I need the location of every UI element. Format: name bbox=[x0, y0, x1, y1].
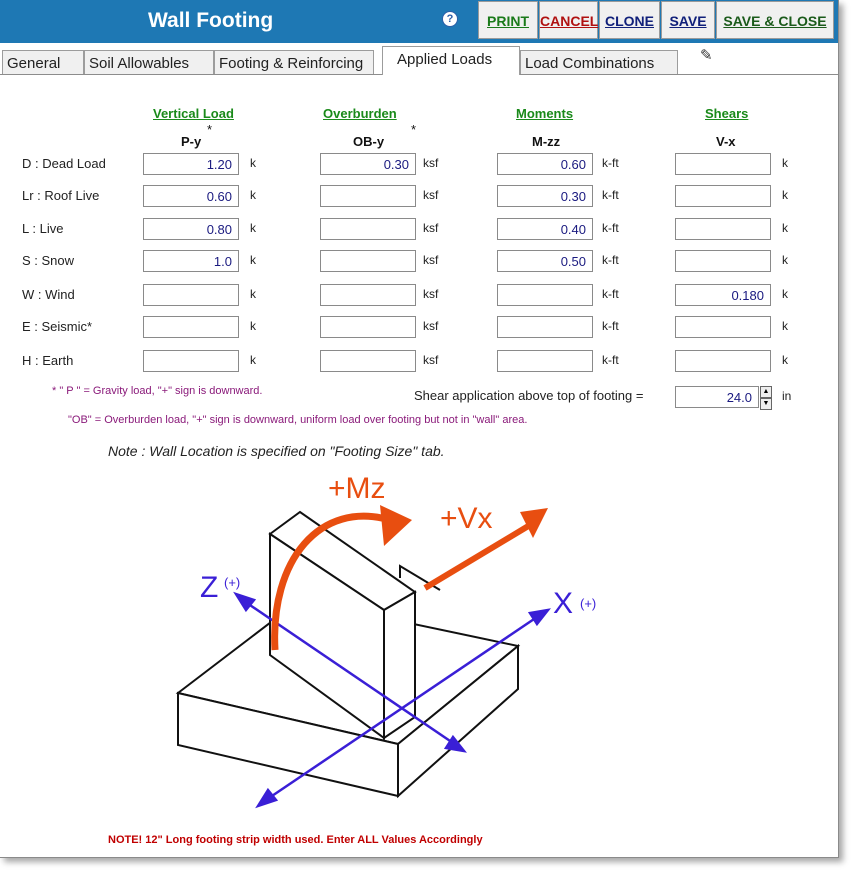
overburden-note: "OB" = Overburden load, "+" sign is downward, uniform load over footing but not in "wall" area. bbox=[68, 414, 528, 426]
x-arrow-left-icon bbox=[258, 790, 276, 806]
roof-live-overburden-input[interactable] bbox=[320, 185, 416, 207]
live-shear-input[interactable] bbox=[675, 218, 771, 240]
unit-ksf: ksf bbox=[423, 253, 439, 267]
gravity-note: * " P " = Gravity load, "+" sign is downward. bbox=[52, 385, 263, 397]
print-button[interactable]: PRINT bbox=[478, 1, 538, 39]
shear-application-input[interactable]: 24.0 bbox=[675, 386, 759, 408]
shear-application-label: Shear application above top of footing = bbox=[414, 388, 644, 403]
cancel-button[interactable]: CANCEL bbox=[539, 1, 598, 39]
unit-k: k bbox=[250, 319, 256, 333]
vertical-star: * bbox=[207, 122, 213, 137]
help-icon[interactable]: ? bbox=[442, 11, 458, 27]
wind-overburden-input[interactable] bbox=[320, 284, 416, 306]
unit-ksf: ksf bbox=[423, 319, 439, 333]
live-vertical-input[interactable]: 0.80 bbox=[143, 218, 239, 240]
earth-vertical-input[interactable] bbox=[143, 350, 239, 372]
earth-overburden-input[interactable] bbox=[320, 350, 416, 372]
unit-k: k bbox=[250, 156, 256, 170]
unit-ksf: ksf bbox=[423, 221, 439, 235]
dead-shear-input[interactable] bbox=[675, 153, 771, 175]
seismic-moment-input[interactable] bbox=[497, 316, 593, 338]
earth-moment-input[interactable] bbox=[497, 350, 593, 372]
live-moment-input[interactable]: 0.40 bbox=[497, 218, 593, 240]
unit-kft: k-ft bbox=[602, 353, 619, 367]
tab-general[interactable]: General bbox=[2, 50, 84, 74]
row-label-roof-live: Lr : Roof Live bbox=[22, 188, 100, 203]
unit-k: k bbox=[250, 221, 256, 235]
shear-application-stepper[interactable] bbox=[760, 386, 772, 408]
wind-shear-input[interactable]: 0.180 bbox=[675, 284, 771, 306]
unit-k: k bbox=[250, 188, 256, 202]
row-label-wind: W : Wind bbox=[22, 287, 75, 302]
spin-down-icon[interactable]: ▼ bbox=[760, 398, 772, 410]
ob-y-label: OB-y bbox=[353, 134, 385, 149]
snow-vertical-input[interactable]: 1.0 bbox=[143, 250, 239, 272]
unit-kft: k-ft bbox=[602, 287, 619, 301]
footing-axes-diagram bbox=[150, 465, 630, 825]
unit-kft: k-ft bbox=[602, 319, 619, 333]
roof-live-shear-input[interactable] bbox=[675, 185, 771, 207]
snow-moment-input[interactable]: 0.50 bbox=[497, 250, 593, 272]
seismic-shear-input[interactable] bbox=[675, 316, 771, 338]
live-overburden-input[interactable] bbox=[320, 218, 416, 240]
moment-arrowhead-icon bbox=[380, 505, 412, 546]
dead-overburden-input[interactable]: 0.30 bbox=[320, 153, 416, 175]
x-axis-plus: (+) bbox=[580, 596, 597, 611]
shears-header: Shears bbox=[705, 106, 749, 121]
seismic-overburden-input[interactable] bbox=[320, 316, 416, 338]
clone-button[interactable]: CLONE bbox=[599, 1, 660, 39]
vertical-load-header: Vertical Load bbox=[153, 106, 234, 121]
x-axis-label: X bbox=[553, 587, 574, 620]
unit-k: k bbox=[250, 287, 256, 301]
unit-k: k bbox=[782, 287, 788, 301]
seismic-vertical-input[interactable] bbox=[143, 316, 239, 338]
row-label-live: L : Live bbox=[22, 221, 64, 236]
unit-k: k bbox=[782, 319, 788, 333]
unit-ksf: ksf bbox=[423, 287, 439, 301]
title-bar bbox=[0, 0, 838, 43]
save-button[interactable]: SAVE bbox=[661, 1, 715, 39]
overburden-header: Overburden bbox=[323, 106, 397, 121]
tab-applied-loads[interactable]: Applied Loads bbox=[382, 46, 520, 75]
roof-live-moment-input[interactable]: 0.30 bbox=[497, 185, 593, 207]
unit-kft: k-ft bbox=[602, 253, 619, 267]
dead-vertical-input[interactable]: 1.20 bbox=[143, 153, 239, 175]
wind-vertical-input[interactable] bbox=[143, 284, 239, 306]
unit-ksf: ksf bbox=[423, 156, 439, 170]
unit-kft: k-ft bbox=[602, 188, 619, 202]
unit-k: k bbox=[782, 253, 788, 267]
row-label-dead: D : Dead Load bbox=[22, 156, 106, 171]
unit-k: k bbox=[782, 188, 788, 202]
edit-pencil-icon[interactable]: ✎ bbox=[700, 47, 713, 64]
snow-shear-input[interactable] bbox=[675, 250, 771, 272]
shear-application-unit: in bbox=[782, 389, 792, 403]
strip-width-note: NOTE! 12" Long footing strip width used. Enter ALL Values Accordingly bbox=[108, 834, 483, 846]
unit-kft: k-ft bbox=[602, 156, 619, 170]
unit-k: k bbox=[782, 353, 788, 367]
z-axis-label: Z bbox=[200, 571, 219, 604]
unit-kft: k-ft bbox=[602, 221, 619, 235]
earth-shear-input[interactable] bbox=[675, 350, 771, 372]
z-arrow-back-icon bbox=[236, 594, 254, 610]
snow-overburden-input[interactable] bbox=[320, 250, 416, 272]
tab-soil-allowables[interactable]: Soil Allowables bbox=[84, 50, 214, 74]
v-x-label: V-x bbox=[716, 134, 736, 149]
row-label-snow: S : Snow bbox=[22, 253, 75, 268]
row-label-earth: H : Earth bbox=[22, 353, 74, 368]
spin-up-icon[interactable]: ▲ bbox=[760, 386, 772, 398]
unit-k: k bbox=[782, 156, 788, 170]
shear-arrowhead-icon bbox=[520, 508, 548, 538]
moments-header: Moments bbox=[516, 106, 574, 121]
wind-moment-input[interactable] bbox=[497, 284, 593, 306]
shear-label: +Vx bbox=[440, 502, 493, 535]
x-arrow-right-icon bbox=[530, 610, 548, 624]
save-and-close-button[interactable]: SAVE & CLOSE bbox=[716, 1, 834, 39]
moment-label: +Mz bbox=[328, 472, 386, 505]
unit-ksf: ksf bbox=[423, 188, 439, 202]
unit-k: k bbox=[250, 353, 256, 367]
tab-footing-reinforcing[interactable]: Footing & Reinforcing bbox=[214, 50, 374, 74]
row-label-seismic: E : Seismic* bbox=[22, 319, 93, 334]
unit-k: k bbox=[782, 221, 788, 235]
roof-live-vertical-input[interactable]: 0.60 bbox=[143, 185, 239, 207]
unit-ksf: ksf bbox=[423, 353, 439, 367]
window-title: Wall Footing bbox=[148, 9, 274, 32]
z-axis-plus: (+) bbox=[224, 575, 241, 590]
tab-load-combinations[interactable]: Load Combinations bbox=[520, 50, 678, 74]
unit-k: k bbox=[250, 253, 256, 267]
m-zz-label: M-zz bbox=[532, 134, 561, 149]
overburden-star: * bbox=[411, 122, 417, 137]
p-y-label: P-y bbox=[181, 134, 202, 149]
wall-location-note: Note : Wall Location is specified on "Footing Size" tab. bbox=[108, 443, 445, 459]
dead-moment-input[interactable]: 0.60 bbox=[497, 153, 593, 175]
